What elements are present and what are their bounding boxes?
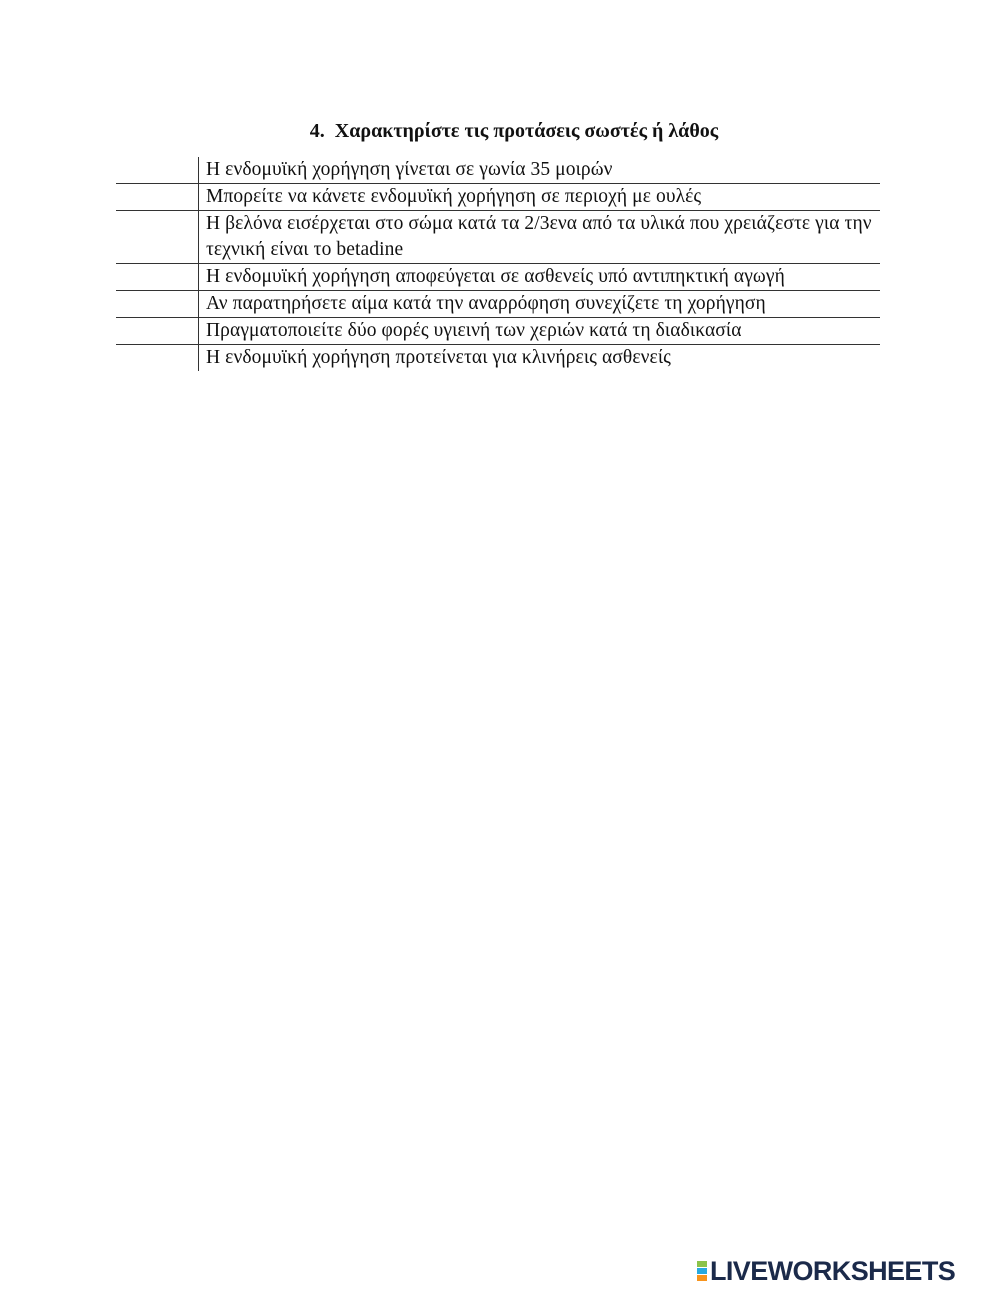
table-row [116, 184, 880, 211]
answer-input[interactable] [116, 211, 192, 236]
answer-cell[interactable] [116, 184, 199, 211]
statement-text: Πραγματοποιείτε δύο φορές υγιεινή των χεριών κατά τη διαδικασία [199, 318, 881, 345]
table-row [116, 157, 880, 184]
answer-cell[interactable] [116, 211, 199, 264]
answer-input[interactable] [116, 184, 192, 209]
table-row [116, 264, 880, 291]
exercise-number: 4. [309, 120, 325, 142]
exercise-title: Χαρακτηρίστε τις προτάσεις σωστές ή λάθος [334, 120, 719, 142]
answer-cell[interactable] [116, 264, 199, 291]
liveworksheets-logo [697, 1256, 955, 1286]
logo-mark-icon [697, 1261, 707, 1281]
answer-input[interactable] [116, 345, 192, 370]
statement-text: Μπορείτε να κάνετε ενδομυϊκή χορήγηση σε περιοχή με ουλές [199, 184, 881, 211]
true-false-table [116, 157, 880, 371]
statement-text: Η ενδομυϊκή χορήγηση προτείνεται για κλινήρεις ασθενείς [206, 347, 671, 368]
answer-cell[interactable] [116, 291, 199, 318]
table-row [116, 291, 880, 318]
answer-input[interactable] [116, 318, 192, 343]
table-row [116, 345, 880, 372]
statement-text: Η ενδομυϊκή χορήγηση αποφεύγεται σε ασθενείς υπό αντιπηκτική αγωγή [199, 264, 881, 291]
answer-cell[interactable] [116, 157, 199, 184]
logo-mark-block [697, 1261, 707, 1267]
table-row [116, 211, 880, 264]
answer-input[interactable] [116, 264, 192, 289]
logo-mark-block [697, 1268, 707, 1274]
answer-cell[interactable] [116, 345, 199, 372]
answer-input[interactable] [116, 157, 192, 182]
statement-text: Αν παρατηρήσετε αίμα κατά την αναρρόφηση συνεχίζετε τη χορήγηση [199, 291, 881, 318]
table-row [116, 318, 880, 345]
exercise-heading [0, 118, 1000, 144]
logo-text: LIVEWORKSHEETS [710, 1256, 956, 1286]
logo-mark-block [697, 1275, 707, 1281]
answer-input[interactable] [116, 291, 192, 316]
statement-text: Η βελόνα εισέρχεται στο σώμα κατά τα 2/3ενα από τα υλικά που χρειάζεστε για την τεχνική είναι το betadine [199, 211, 881, 264]
statement-text: Η ενδομυϊκή χορήγηση γίνεται σε γωνία 35 μοιρών [199, 157, 881, 184]
answer-cell[interactable] [116, 318, 199, 345]
